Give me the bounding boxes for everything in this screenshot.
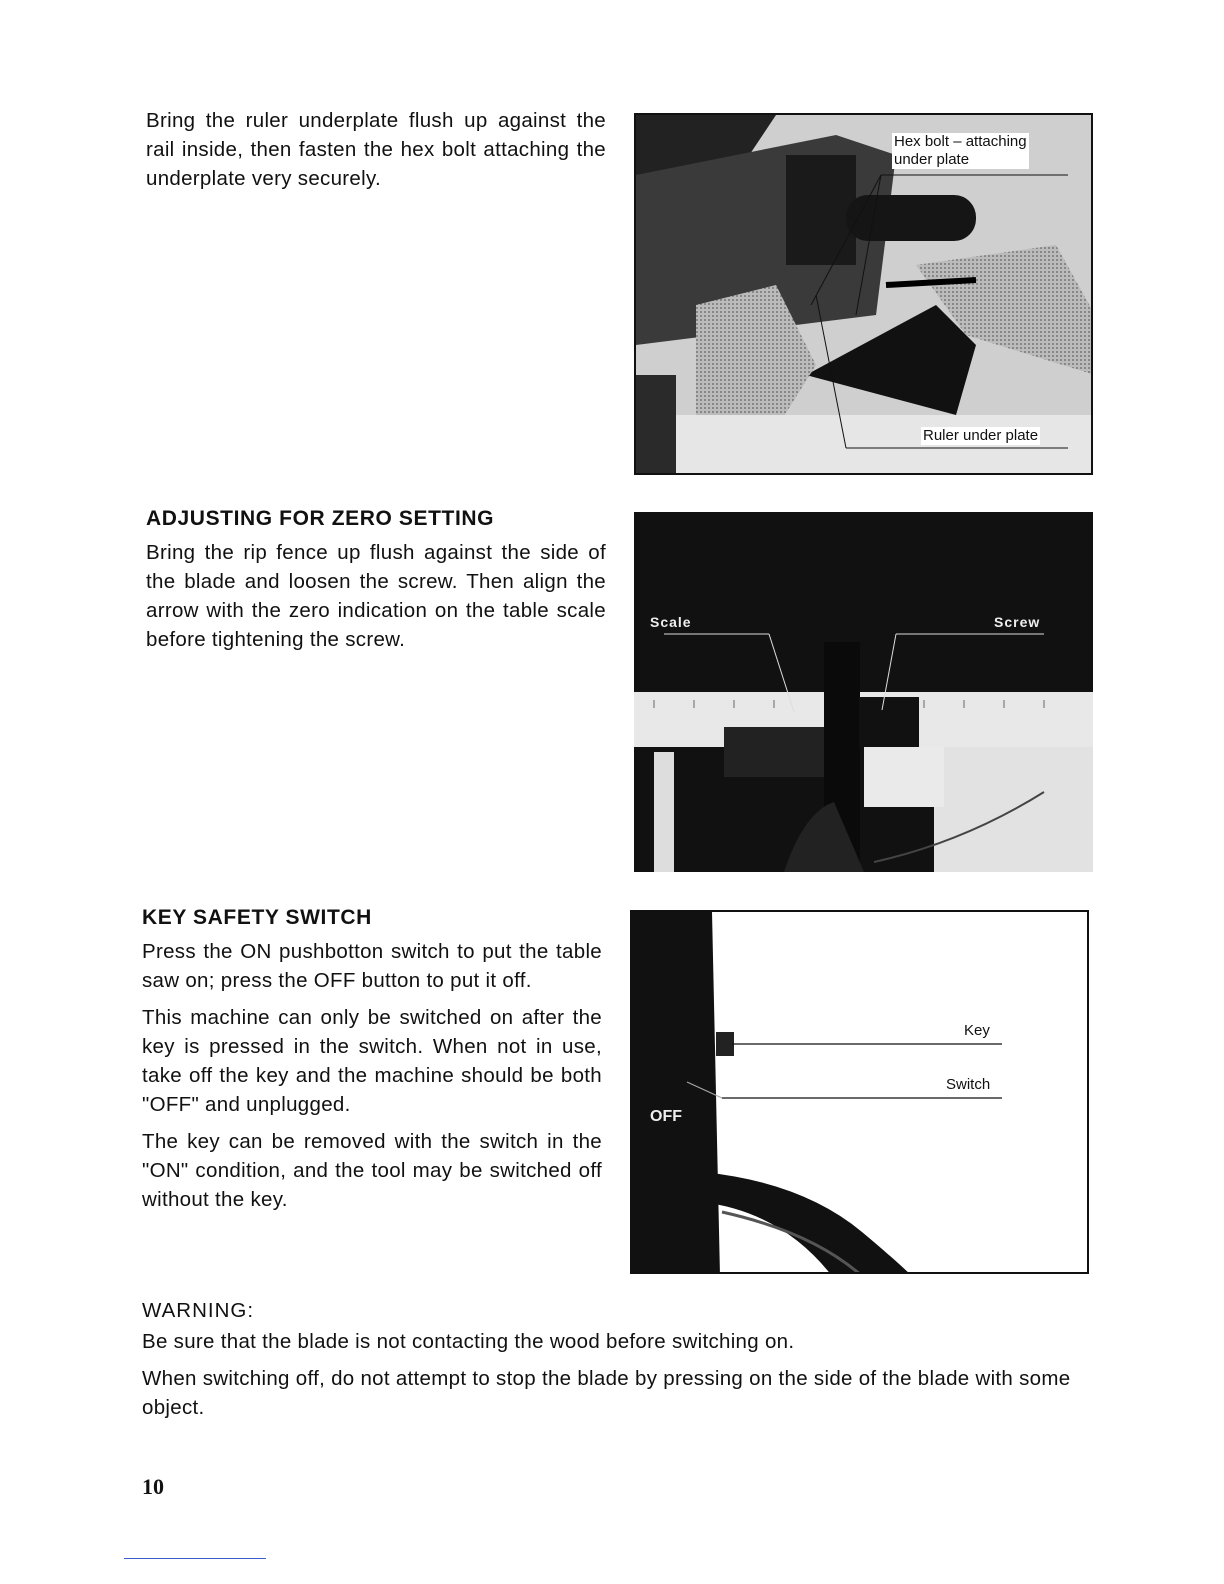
- ruler-underplate-instructions: Bring the ruler underplate flush up against the rail inside, then fasten the hex bolt attaching the underplate very securely.: [146, 109, 606, 190]
- figure-scale-screw-photo: [634, 512, 1093, 872]
- footer-divider: [124, 1558, 266, 1559]
- key-switch-para3: The key can be removed with the switch in the "ON" condition, and the tool may be switched off without the key.: [142, 1130, 602, 1211]
- page-number: 10: [142, 1474, 164, 1499]
- zero-setting-heading: ADJUSTING FOR ZERO SETTING: [146, 507, 495, 530]
- warning-title: WARNING:: [142, 1299, 255, 1322]
- section-key-safety-switch: [142, 903, 602, 1222]
- figure-key-switch-photo: [630, 910, 1089, 1274]
- zero-setting-instructions: Bring the rip fence up flush against the side of the blade and loosen the screw. Then align the arrow with the zero indication on the table scale before tightening the screw.: [146, 541, 606, 651]
- scale-label: Scale: [650, 614, 692, 630]
- screw-label: Screw: [994, 614, 1041, 630]
- section-zero-setting: [146, 504, 606, 662]
- section-ruler-underplate: [146, 106, 606, 201]
- off-label: OFF: [650, 1108, 682, 1125]
- hex-bolt-label-line2: under plate: [894, 151, 970, 168]
- warning-para1: Be sure that the blade is not contacting the wood before switching on.: [142, 1330, 795, 1353]
- hex-bolt-label: [892, 133, 1029, 169]
- warning-para2: When switching off, do not attempt to stop the blade by pressing on the side of the blade with some object.: [142, 1367, 1071, 1419]
- warning-section: [142, 1296, 1102, 1430]
- key-safety-switch-heading: KEY SAFETY SWITCH: [142, 906, 372, 929]
- scale-screw-photo-illustration: [634, 512, 1093, 872]
- key-switch-para1: Press the ON pushbotton switch to put the table saw on; press the OFF button to put it off.: [142, 940, 602, 992]
- figure-hex-bolt-photo: [634, 113, 1093, 475]
- key-switch-photo-illustration: [632, 912, 1089, 1274]
- hex-bolt-label-line1: Hex bolt – attaching: [894, 133, 1027, 150]
- key-label: Key: [964, 1022, 990, 1039]
- key-switch-para2: This machine can only be switched on after the key is pressed in the switch. When not in use, take off the key and the machine should be both "OFF" and unplugged.: [142, 1006, 602, 1116]
- hex-bolt-photo-illustration: [636, 115, 1093, 475]
- ruler-under-plate-label: Ruler under plate: [923, 427, 1039, 444]
- switch-label: Switch: [946, 1076, 991, 1093]
